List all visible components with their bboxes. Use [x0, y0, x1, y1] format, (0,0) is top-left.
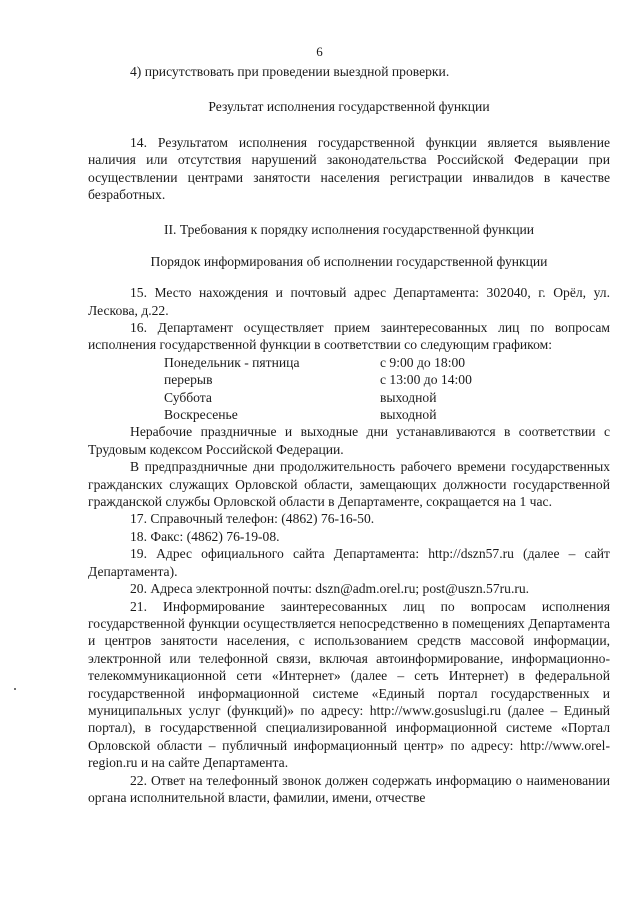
document-body: [88, 63, 610, 806]
paragraph-21: 21. Информирование заинтересованных лиц по вопросам исполнения государственной функции осуществляется непосредственно в помещениях Департамента и центров занятости населения, с использованием средств массовой информации, электронной или телефонной связи, включая автоинформирование, информационно-телекоммуникационной сети «Интернет» (далее – сеть Интернет) в федеральной государственной информационной системе «Единый портал государственных и муниципальных услуг (функций)» по адресу: http://www.gosuslugi.ru (далее – Единый портал), в государственной специализированной информационной системе «Портал Орловской области – публичный информационный центр» по адресу: http://www.orel-region.ru и на сайте Департамента.: [88, 598, 610, 771]
schedule-time: выходной: [380, 407, 437, 423]
schedule-day: перерыв: [164, 372, 213, 388]
heading-section-2: II. Требования к порядку исполнения государственной функции: [163, 222, 535, 238]
paragraph-preholiday: В предпраздничные дни продолжительность рабочего времени государственных гражданских служащих Орловской области, замещающих должности государственной гражданской службы Орловской области в Департаменте, сокращается на 1 час.: [88, 459, 610, 510]
schedule-row: [164, 389, 610, 406]
scan-speck: [14, 688, 16, 690]
schedule-day: Воскресенье: [164, 407, 238, 423]
page-number: 6: [316, 44, 323, 59]
schedule-time: выходной: [380, 389, 437, 405]
paragraph-19: 19. Адрес официального сайта Департамента: http://dszn57.ru (далее – сайт Департамента).: [88, 546, 610, 579]
paragraph-holidays: Нерабочие праздничные и выходные дни устанавливаются в соответствии с Трудовым кодексом Российской Федерации.: [88, 424, 610, 457]
paragraph-18: 18. Факс: (4862) 76-19-08.: [130, 528, 280, 544]
item-4: 4) присутствовать при проведении выездной проверки.: [130, 64, 450, 79]
paragraph-22: 22. Ответ на телефонный звонок должен содержать информацию о наименовании органа исполнительной власти, фамилии, имени, отчестве: [88, 772, 610, 805]
schedule-list: [164, 354, 610, 424]
schedule-day: Понедельник - пятница: [164, 354, 300, 370]
schedule-time: с 13:00 до 14:00: [380, 372, 472, 388]
paragraph-14: 14. Результатом исполнения государственной функции является выявление наличия или отсутствия нарушений законодательства Российской Федерации при осуществлении центрами занятости населения регистрации инвалидов в качестве безработных.: [88, 134, 610, 203]
heading-result: Результат исполнения государственной функции: [208, 99, 490, 115]
schedule-row: [164, 406, 610, 423]
heading-procedure: Порядок информирования об исполнении государственной функции: [150, 253, 548, 269]
schedule-row: [164, 354, 610, 371]
paragraph-20: 20. Адреса электронной почты: dszn@adm.orel.ru; post@uszn.57ru.ru.: [130, 581, 530, 597]
schedule-time: с 9:00 до 18:00: [380, 354, 466, 370]
schedule-row: [164, 371, 610, 388]
paragraph-17: 17. Справочный телефон: (4862) 76-16-50.: [130, 511, 375, 527]
paragraph-16: 16. Департамент осуществляет прием заинтересованных лиц по вопросам исполнения государственной функции в соответствии со следующим графиком:: [88, 320, 610, 353]
paragraph-15: 15. Место нахождения и почтовый адрес Департамента: 302040, г. Орёл, ул. Лескова, д.22.: [88, 285, 610, 318]
schedule-day: Суббота: [164, 389, 212, 405]
